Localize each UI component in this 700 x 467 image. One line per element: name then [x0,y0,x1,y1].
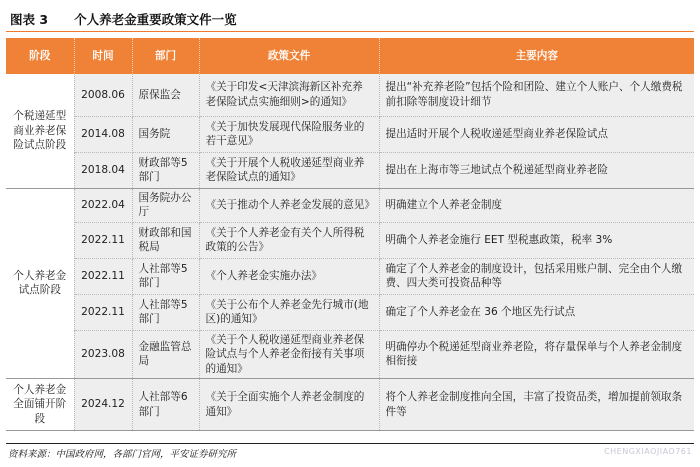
dept-cell: 财政部等5部门 [132,152,199,188]
content-cell: 确定了个人养老金在 36 个地区先行试点 [379,294,694,330]
table-row [6,116,694,152]
time-cell: 2008.06 [74,74,132,116]
stage-cell: 个税递延型商业养老保险试点阶段 [6,74,74,188]
table-row [6,330,694,379]
time-cell: 2022.04 [74,188,132,222]
time-cell: 2022.11 [74,222,132,258]
header-dept: 部门 [132,38,199,74]
header-stage: 阶段 [6,38,74,74]
table-header-row [6,38,694,74]
table-row [6,258,694,294]
stage-cell: 个人养老金试点阶段 [6,188,74,379]
content-cell: 明确个人养老金施行 EET 型税惠政策，税率 3% [379,222,694,258]
watermark: CHENGXIAOJIAO761 [604,447,692,456]
dept-cell: 国务院办公厅 [132,188,199,222]
table-row [6,74,694,116]
time-cell: 2022.11 [74,258,132,294]
stage-cell: 个人养老金全面铺开阶段 [6,379,74,431]
content-cell: 明确停办个税递延型商业养老险，将存量保单与个人养老金制度相衔接 [379,330,694,379]
dept-cell: 人社部等5部门 [132,294,199,330]
figure-label: 图表 3 [10,11,49,27]
dept-cell: 人社部等6部门 [132,379,199,431]
table-row [6,294,694,330]
policy-table [6,38,694,431]
dept-cell: 金融监管总局 [132,330,199,379]
content-cell: 确定了个人养老金的制度设计，包括采用账户制、完全由个人缴费、四大类可投资品种等 [379,258,694,294]
table-row [6,188,694,222]
doc-cell: 《关于印发<天津滨海新区补充养老保险试点实施细则>的通知》 [199,74,379,116]
table-row [6,152,694,188]
figure-title: 个人养老金重要政策文件一览 [74,11,237,27]
dept-cell: 人社部等5部门 [132,258,199,294]
content-cell: 提出适时开展个人税收递延型商业养老保险试点 [379,116,694,152]
content-cell: 提出在上海市等三地试点个税递延型商业养老险 [379,152,694,188]
doc-cell: 《关于公布个人养老金先行城市(地区)的通知》 [199,294,379,330]
header-doc: 政策文件 [199,38,379,74]
time-cell: 2023.08 [74,330,132,379]
header-content: 主要内容 [379,38,694,74]
doc-cell: 《关于个人养老金有关个人所得税政策的公告》 [199,222,379,258]
dept-cell: 财政部和国税局 [132,222,199,258]
figure-title-bar [6,6,694,32]
doc-cell: 《关于全面实施个人养老金制度的通知》 [199,379,379,431]
doc-cell: 《关于个人税收递延型商业养老保险试点与个人养老金衔接有关事项的通知》 [199,330,379,379]
content-cell: 明确建立个人养老金制度 [379,188,694,222]
header-time: 时间 [74,38,132,74]
time-cell: 2018.04 [74,152,132,188]
time-cell: 2024.12 [74,379,132,431]
doc-cell: 《个人养老金实施办法》 [199,258,379,294]
table-row [6,379,694,431]
time-cell: 2022.11 [74,294,132,330]
table-row [6,222,694,258]
content-cell: 将个人养老金制度推向全国，丰富了投资品类，增加提前领取条件等 [379,379,694,431]
doc-cell: 《关于开展个人税收递延型商业养老保险试点的通知》 [199,152,379,188]
doc-cell: 《关于推动个人养老金发展的意见》 [199,188,379,222]
time-cell: 2014.08 [74,116,132,152]
doc-cell: 《关于加快发展现代保险服务业的若干意见》 [199,116,379,152]
dept-cell: 原保监会 [132,74,199,116]
dept-cell: 国务院 [132,116,199,152]
content-cell: 提出“补充养老险”包括个险和团险、建立个人账户、个人缴费税前扣除等制度设计细节 [379,74,694,116]
source-note: 资料来源：中国政府网，各部门官网，平安证券研究所 [6,443,694,461]
